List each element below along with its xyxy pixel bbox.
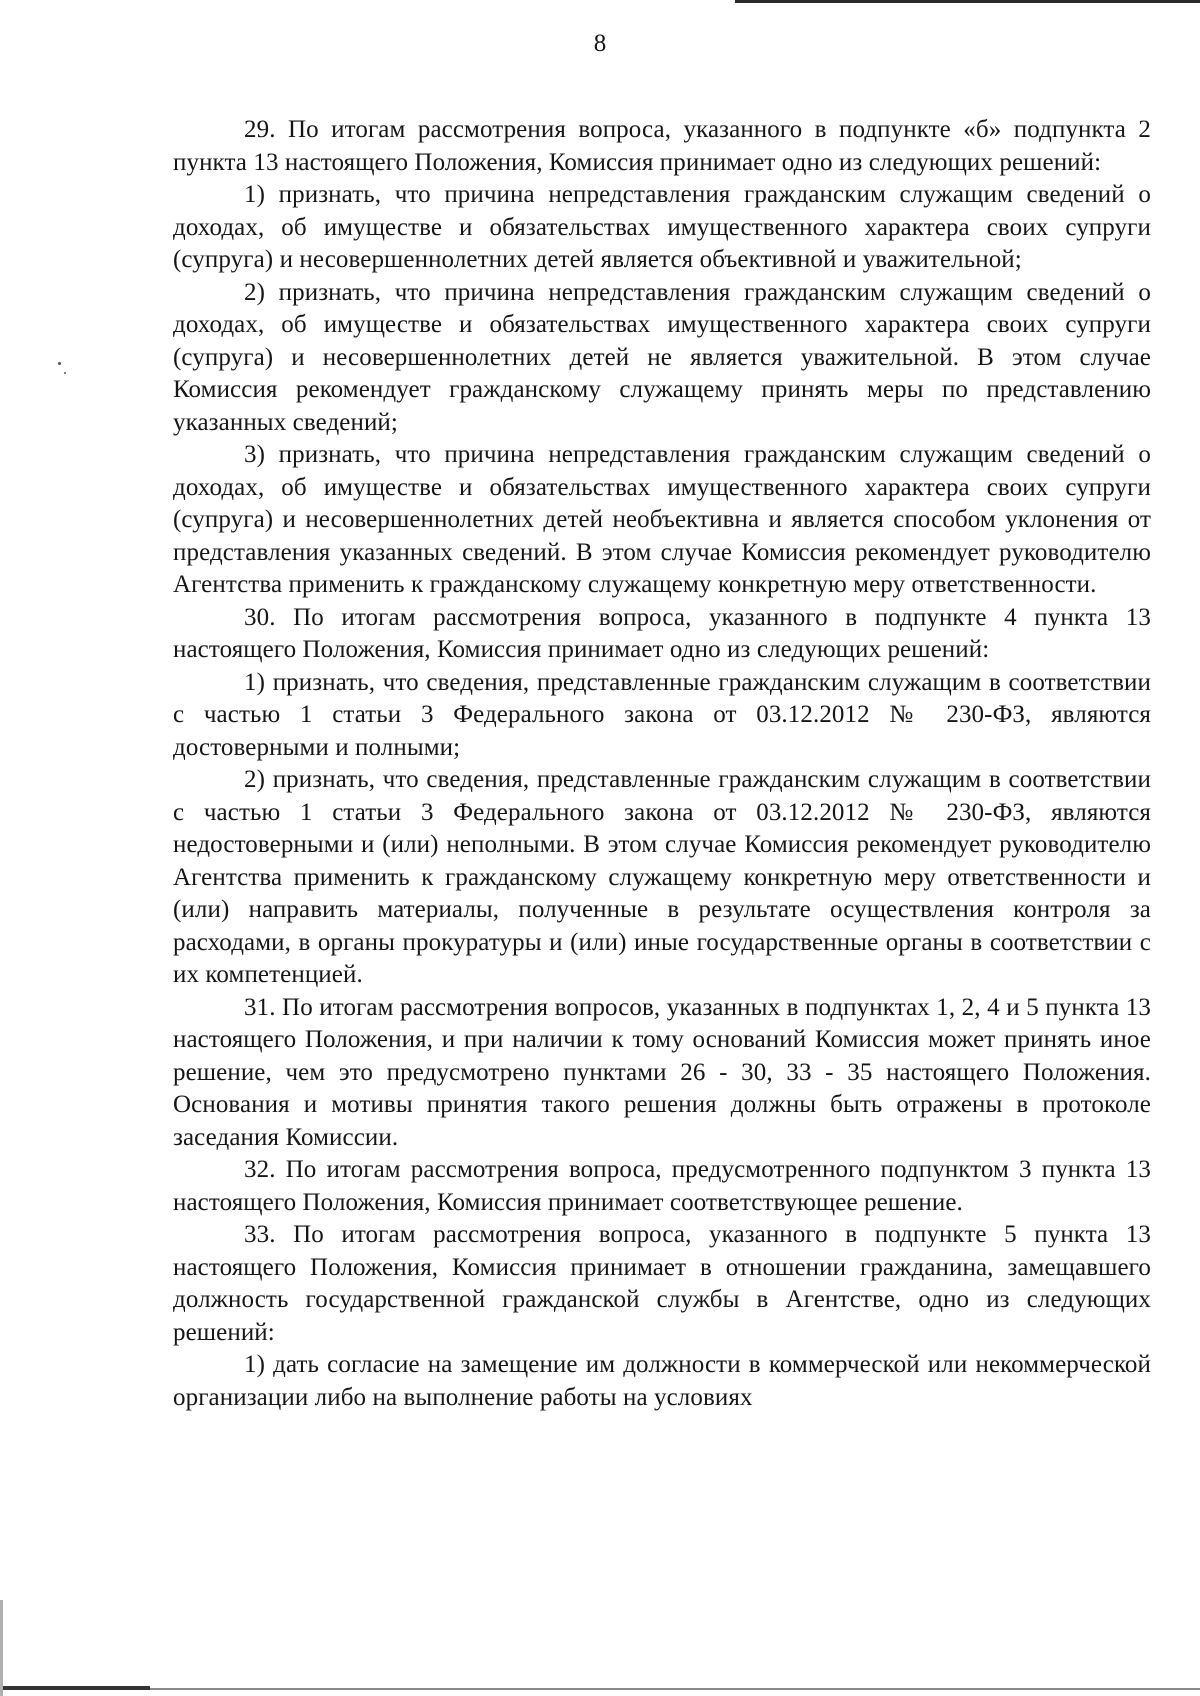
page-number: 8 [593, 30, 607, 57]
scan-speck [64, 372, 66, 374]
paragraph-31: 31. По итогам рассмотрения вопросов, указанных в подпунктах 1, 2, 4 и 5 пункта 13 настоящего Положения, и при наличии к тому оснований Комиссия может принять иное решение, чем это предусмотрено пунктами 26 - 30, 33 - 35 настоящего Положения. Основания и мотивы принятия такого решения должны быть отражены в протоколе заседания Комиссии. [173, 993, 1151, 1151]
scan-speck [58, 362, 61, 365]
scan-edge-top [735, 0, 1200, 3]
paragraph-30-item-2: 2) признать, что сведения, представленные гражданским служащим в соответствии с частью 1 статьи 3 Федерального закона от 03.12.2012 № 230-ФЗ, являются недостоверными и (или) неполными. В этом случае Комиссия рекомендует руководителю Агентства применить к гражданскому служащему конкретную меру ответственности и (или) направить материалы, полученные в результате осуществления контроля за расходами, в органы прокуратуры и (или) иные государственные органы в соответствии с их компетенцией. [173, 766, 1151, 988]
paragraph-30: 30. По итогам рассмотрения вопроса, указанного в подпункте 4 пункта 13 настоящего Положения, Комиссия принимает одно из следующих решений: [173, 603, 1151, 663]
paragraph-29: 29. По итогам рассмотрения вопроса, указанного в подпункте «б» подпункта 2 пункта 13 настоящего Положения, Комиссия принимает одно из следующих решений: [173, 116, 1151, 176]
document-body [173, 114, 1151, 1414]
paragraph-32: 32. По итогам рассмотрения вопроса, предусмотренного подпунктом 3 пункта 13 настоящего Положения, Комиссия принимает соответствующее решение. [173, 1156, 1151, 1216]
scan-edge-bottom-mark [0, 1686, 150, 1690]
paragraph-30-item-1: 1) признать, что сведения, представленные гражданским служащим в соответствии с частью 1 статьи 3 Федерального закона от 03.12.2012 № 230-ФЗ, являются достоверными и полными; [173, 668, 1151, 761]
paragraph-29-item-2: 2) признать, что причина непредставления гражданским служащим сведений о доходах, об имуществе и обязательствах имущественного характера своих супруги (супруга) и несовершеннолетних детей не является уважительной. В этом случае Комиссия рекомендует гражданскому служащему принять меры по представлению указанных сведений; [173, 278, 1151, 436]
paragraph-29-item-3: 3) признать, что причина непредставления гражданским служащим сведений о доходах, об имуществе и обязательствах имущественного характера своих супруги (супруга) и несовершеннолетних детей необъективна и является способом уклонения от представления указанных сведений. В этом случае Комиссия рекомендует руководителю Агентства применить к гражданскому служащему конкретную меру ответственности. [173, 441, 1151, 598]
paragraph-29-item-1: 1) признать, что причина непредставления гражданским служащим сведений о доходах, об имуществе и обязательствах имущественного характера своих супруги (супруга) и несовершеннолетних детей является объективной и уважительной; [173, 181, 1151, 273]
scan-edge-bottom [0, 1688, 1200, 1690]
paragraph-33: 33. По итогам рассмотрения вопроса, указанного в подпункте 5 пункта 13 настоящего Положения, Комиссия принимает в отношении гражданина, замещавшего должность государственной гражданской службы в Агентстве, одно из следующих решений: [173, 1221, 1151, 1346]
scan-edge-left [0, 1600, 3, 1696]
paragraph-33-item-1: 1) дать согласие на замещение им должности в коммерческой или некоммерческой организации либо на выполнение работы на условиях [173, 1351, 1151, 1411]
